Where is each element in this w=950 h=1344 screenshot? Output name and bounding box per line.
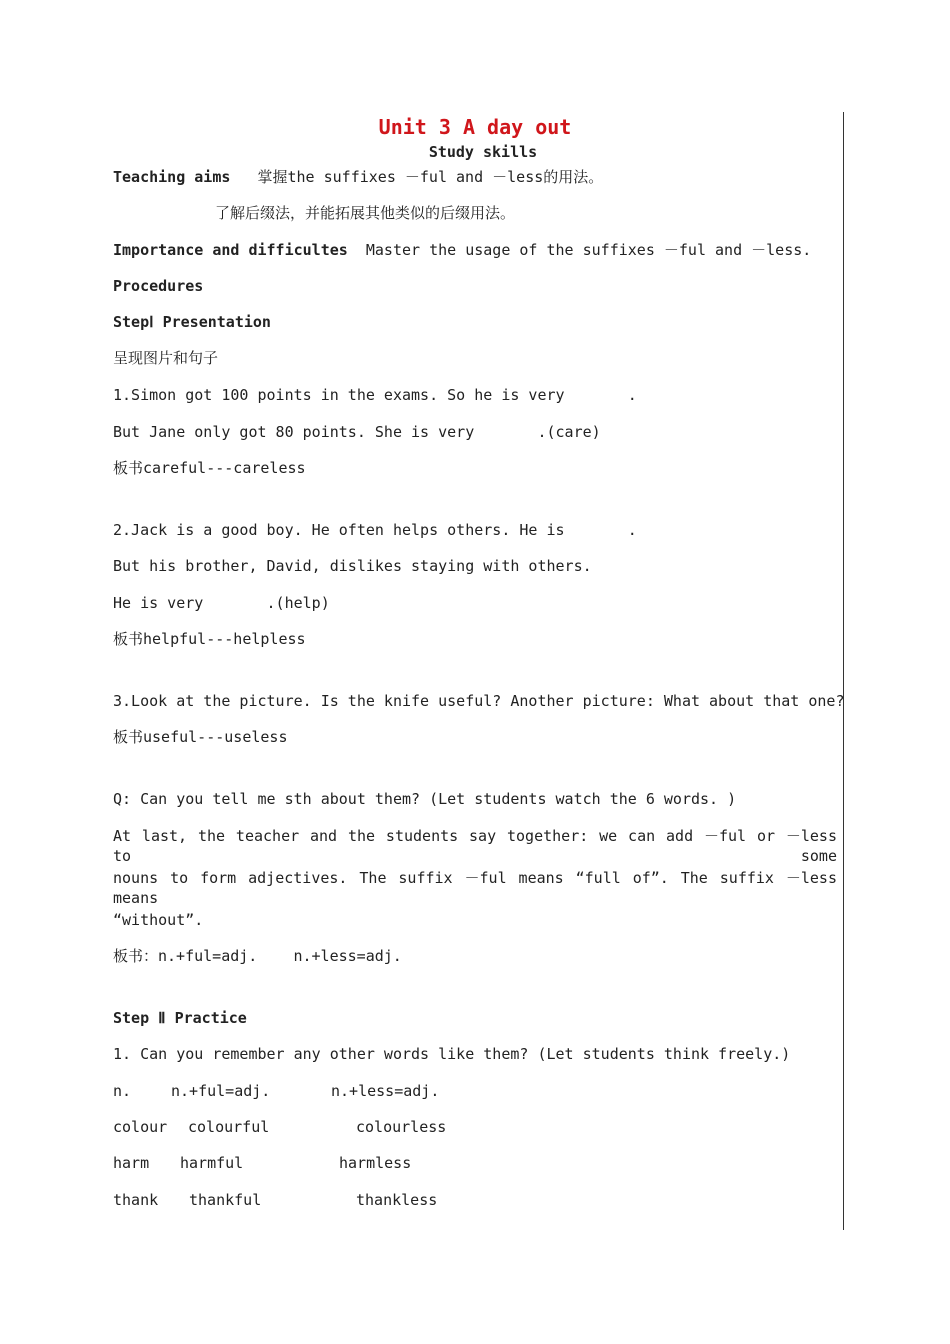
question-2a: 2.Jack is a good boy. He often helps others. He is .	[113, 521, 637, 539]
board-note-4: 板书：n.+ful=adj. n.+less=adj.	[113, 947, 402, 965]
summary-line-3: “without”.	[113, 911, 204, 929]
step1-heading: StepⅠ Presentation	[113, 313, 271, 331]
teaching-aims-label: Teaching aims	[113, 168, 231, 186]
step1-intro: 呈现图片和句子	[113, 349, 219, 367]
table-cell: thank	[113, 1191, 159, 1209]
question-3: 3.Look at the picture. Is the knife useful? Another picture: What about that one?	[113, 692, 845, 710]
teaching-aims-text-1: 掌握the suffixes －ful and －less的用法。	[257, 168, 604, 186]
question-q: Q: Can you tell me sth about them? (Let students watch the 6 words. )	[113, 790, 737, 808]
teaching-aims-text-2: 了解后缀法，并能拓展其他类似的后缀用法。	[215, 204, 516, 222]
table-cell: thankful	[189, 1191, 262, 1209]
table-cell: colourful	[188, 1118, 270, 1136]
table-header-noun: n.	[113, 1082, 132, 1100]
page-subtitle: Study skills	[428, 143, 538, 161]
margin-rule	[843, 112, 844, 1230]
question-1b: But Jane only got 80 points. She is very .(care)	[113, 423, 601, 441]
question-1a: 1.Simon got 100 points in the exams. So he is very .	[113, 386, 637, 404]
board-note-1: 板书careful---careless	[113, 459, 306, 477]
table-cell: colour	[113, 1118, 168, 1136]
table-header-ful: n.+ful=adj.	[171, 1082, 271, 1100]
practice-question-1: 1. Can you remember any other words like them? (Let students think freely.)	[113, 1045, 791, 1063]
table-cell: harm	[113, 1154, 150, 1172]
step2-heading: Step Ⅱ Practice	[113, 1009, 247, 1027]
board-note-2: 板书helpful---helpless	[113, 630, 306, 648]
summary-line-1: At last, the teacher and the students say together: we can add －ful or －less to some	[113, 827, 837, 865]
procedures-heading: Procedures	[113, 277, 204, 295]
board-note-3: 板书useful---useless	[113, 728, 288, 746]
question-2b: But his brother, David, dislikes staying with others.	[113, 557, 592, 575]
question-2c: He is very .(help)	[113, 594, 330, 612]
summary-line-2: nouns to form adjectives. The suffix －ful means “full of”. The suffix －less means	[113, 869, 837, 907]
table-cell: harmless	[339, 1154, 412, 1172]
table-cell: harmful	[180, 1154, 244, 1172]
importance-label: Importance and difficultes	[113, 241, 348, 259]
table-header-less: n.+less=adj.	[331, 1082, 440, 1100]
table-cell: thankless	[356, 1191, 438, 1209]
table-cell: colourless	[356, 1118, 447, 1136]
teaching-aims-line	[113, 167, 603, 187]
importance-text: Master the usage of the suffixes －ful and －less.	[365, 241, 812, 259]
importance-line	[113, 240, 811, 260]
page-title: Unit 3 A day out	[378, 115, 572, 139]
